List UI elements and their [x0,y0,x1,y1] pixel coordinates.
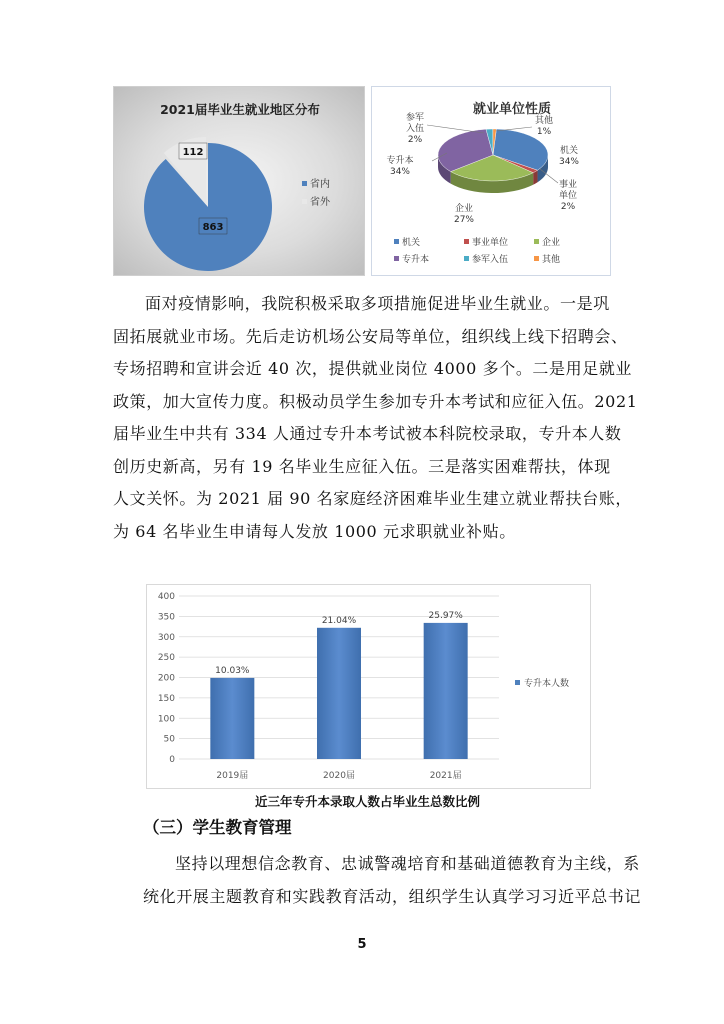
unit-type-pie-svg [372,87,610,275]
legend-label: 省内 [310,179,330,190]
region-pie-chart [113,86,365,276]
x-tick-label: 2020届 [323,771,355,781]
y-tick-label: 250 [157,653,175,664]
legend-swatch [464,256,469,261]
leader-line [427,125,484,133]
legend-label: 专升本 [402,255,430,265]
paragraph-line: 统化开展主题教育和实践教育活动，组织学生认真学习习近平总书记 [143,886,642,906]
chart-title: 2021届毕业生就业地区分布 [160,102,320,117]
legend-label: 参军入伍 [472,255,509,265]
y-tick-label: 100 [157,714,175,725]
y-tick-label: 200 [157,673,175,684]
legend-swatch [464,239,469,244]
y-tick-label: 0 [169,755,175,765]
data-label: 事业单位 2% [558,180,578,212]
legend-label: 机关 [402,238,421,248]
legend-swatch [534,256,539,261]
legend-label: 企业 [542,238,561,248]
y-tick-label: 350 [157,612,175,623]
paragraph-line: 专场招聘和宣讲会近 40 次，提供就业岗位 4000 多个。二是用足就业 [113,359,633,378]
region-pie-svg [114,87,364,275]
data-label: 机关 34% [558,146,580,167]
paragraph-line: 人文关怀。为 2021 届 90 名家庭经济困难毕业生建立就业帮扶台账， [113,489,633,508]
paragraph-line: 创历史新高，另有 19 名毕业生应征入伍。三是落实困难帮扶，体现 [113,456,611,476]
data-label: 21.04% [321,615,357,626]
page-number: 5 [357,937,367,952]
legend-label: 省外 [310,197,330,208]
legend-label: 事业单位 [472,238,509,248]
legend-swatch [534,239,539,244]
pie-slice-inside [144,143,272,271]
bar [317,628,361,759]
paragraph-line: 固拓展就业市场。先后走访机场公安局等单位，组织线上线下招聘会、 [113,326,628,346]
leader-line [496,127,532,131]
bar [210,678,254,759]
x-tick-label: 2021届 [429,771,462,781]
chart-title: 就业单位性质 [472,102,552,117]
data-label: 参军入伍 2% [405,113,425,145]
unit-type-pie-chart [371,86,611,276]
data-label: 863 [202,222,224,233]
chart-caption: 近三年专升本录取人数占毕业生总数比例 [254,794,480,809]
data-label: 企业 27% [453,204,475,225]
section-heading: （三）学生教育管理 [143,818,292,837]
legend-label: 专升本人数 [524,679,570,689]
legend-label: 其他 [542,255,561,265]
data-label: 112 [182,147,204,158]
y-tick-label: 300 [157,632,175,643]
legend-swatch [515,680,520,685]
x-tick-label: 2019届 [216,771,249,781]
y-tick-label: 150 [157,693,175,704]
data-label: 25.97% [428,610,463,621]
upgrade-bar-svg [147,585,590,788]
y-tick-label: 50 [163,734,175,745]
paragraph-line: 面对疫情影响，我院积极采取多项措施促进毕业生就业。一是巩 [145,294,610,313]
legend-swatch [394,256,399,261]
data-label: 专升本 34% [386,156,414,177]
paragraph-line: 政策，加大宣传力度。积极动员学生参加专升本考试和应征入伍。2021 [113,391,638,411]
legend-swatch [302,199,307,204]
paragraph-line: 届毕业生中共有 334 人通过专升本考试被本科院校录取，专升本人数 [113,424,622,443]
paragraph-line: 坚持以理想信念教育、忠诚警魂培育和基础道德教育为主线，系 [175,854,640,873]
body-paragraph-1 [113,288,638,548]
paragraph-line: 为 64 名毕业生申请每人发放 1000 元求职就业补贴。 [113,521,516,541]
legend-swatch [394,239,399,244]
y-tick-label: 400 [157,592,175,602]
legend-swatch [302,181,307,186]
data-label: 其他 1% [534,116,554,137]
bar [424,623,468,759]
data-label: 10.03% [215,665,250,676]
body-paragraph-2 [143,848,642,913]
upgrade-bar-chart [146,584,591,789]
